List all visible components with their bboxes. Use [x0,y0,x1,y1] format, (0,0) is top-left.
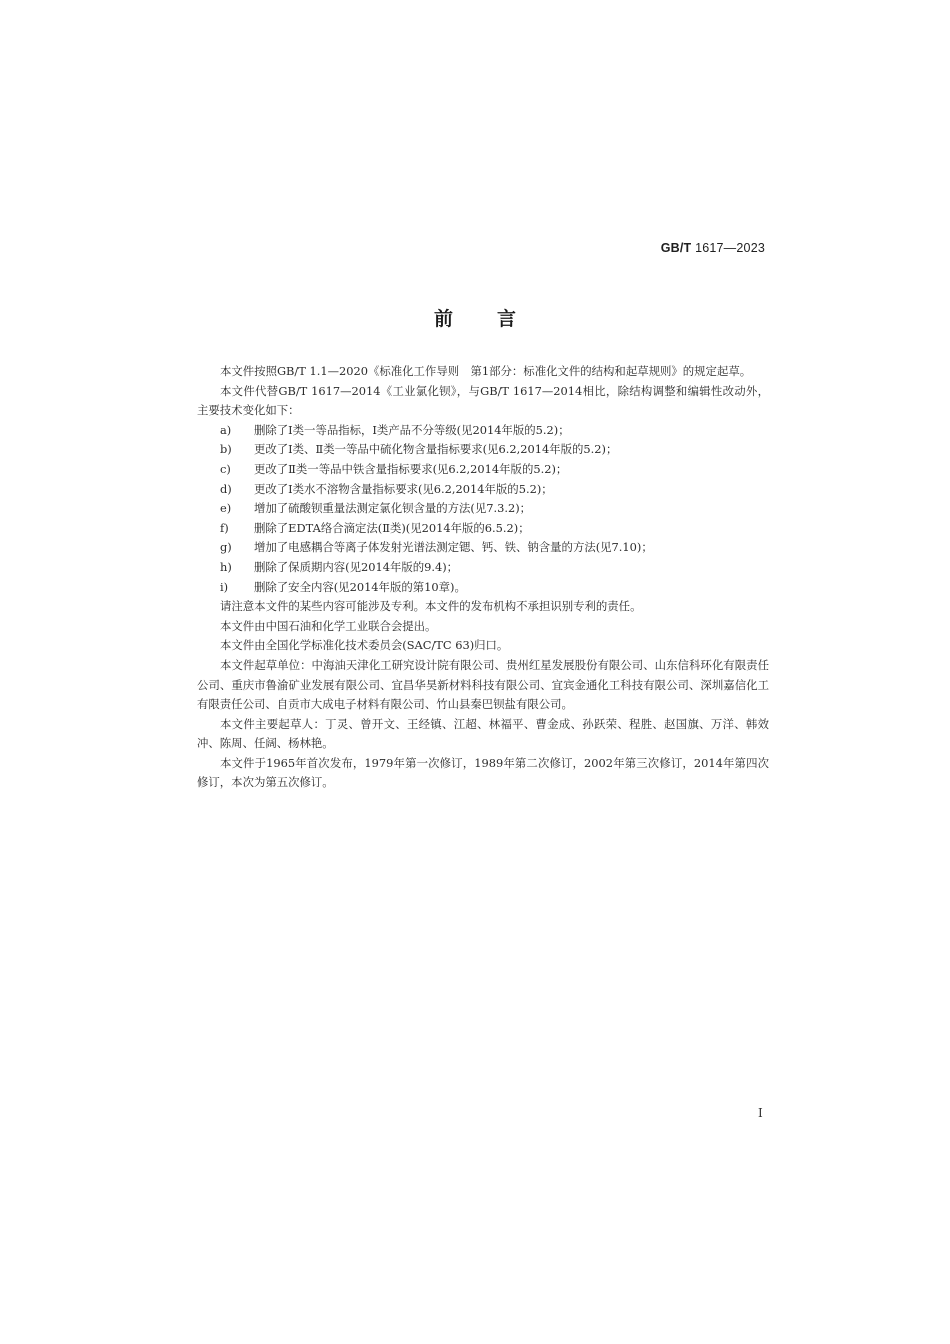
list-item [197,558,769,578]
paragraph-drafting-organizations: 本文件起草单位：中海油天津化工研究设计院有限公司、贵州红星发展股份有限公司、山东信科环化有限责任公司、重庆市鲁渝矿业发展有限公司、宜昌华昊新材料科技有限公司、宜宾金通化工科技有限公司、深圳嘉信化工有限责任公司、自贡市大成电子材料有限公司、竹山县秦巴钡盐有限公司。 [197,657,769,712]
list-marker: b) [220,442,232,457]
list-marker: e) [220,501,232,516]
paragraph-drafting-rules: 本文件按照GB/T 1.1—2020《标准化工作导则 第1部分：标准化文件的结构和起草规则》的规定起草。 [220,364,752,378]
list-item [197,480,769,500]
paragraph-revision-history: 本文件于1965年首次发布，1979年第一次修订，1989年第二次修订，2002年第三次修订，2014年第四次修订，本次为第五次修订。 [197,755,769,790]
list-item [197,421,769,441]
list-marker: d) [220,481,232,496]
paragraph-replacement: 本文件代替GB/T 1617—2014《工业氯化钡》，与GB/T 1617—2014相比，除结构调整和编辑性改动外，主要技术变化如下： [197,383,769,418]
list-text: 删除了EDTA络合滴定法(Ⅱ类)(见2014年版的6.5.2)； [254,520,530,535]
paragraph-patent-notice: 请注意本文件的某些内容可能涉及专利。本文件的发布机构不承担识别专利的责任。 [220,599,642,614]
list-text: 删除了保质期内容(见2014年版的9.4)； [254,559,459,574]
paragraph-administered-by: 本文件由全国化学标准化技术委员会(SAC/TC 63)归口。 [220,638,509,653]
standard-code-prefix: GB/T [660,241,692,255]
list-text: 更改了Ⅰ类、Ⅱ类一等品中硫化物含量指标要求(见6.2,2014年版的5.2)； [254,442,618,457]
list-marker: i) [220,579,229,594]
list-marker: g) [220,540,232,555]
list-text: 增加了硫酸钡重量法测定氯化钡含量的方法(见7.3.2)； [254,501,532,516]
list-marker: a) [220,422,232,437]
standard-code [661,241,765,255]
list-item [197,519,769,539]
list-item [197,538,769,558]
paragraph-drafters: 本文件主要起草人：丁灵、曾开文、王经镇、江超、林福平、曹金成、孙跃荣、程胜、赵国旗、万洋、韩效冲、陈周、任阔、杨林艳。 [197,716,769,751]
paragraph-proposed-by: 本文件由中国石油和化学工业联合会提出。 [220,618,437,633]
list-item [197,499,769,519]
list-marker: c) [220,461,231,476]
list-item [197,440,769,460]
page-number: Ⅰ [758,1106,763,1120]
list-text: 更改了Ⅱ类一等品中铁含量指标要求(见6.2,2014年版的5.2)； [254,461,568,476]
list-item [197,460,769,480]
section-title: 前言 [433,308,560,330]
list-text: 删除了安全内容(见2014年版的第10章)。 [254,579,466,594]
list-marker: f) [220,520,229,535]
list-item [197,578,769,598]
list-marker: h) [220,559,232,574]
list-text: 增加了电感耦合等离子体发射光谱法测定锶、钙、铁、钠含量的方法(见7.10)； [254,540,653,555]
foreword-body [197,362,769,793]
changes-list [197,421,769,597]
list-text: 删除了Ⅰ类一等品指标，Ⅰ类产品不分等级(见2014年版的5.2)； [254,422,570,437]
standard-code-number: 1617—2023 [695,241,765,255]
list-text: 更改了Ⅰ类水不溶物含量指标要求(见6.2,2014年版的5.2)； [254,481,553,496]
